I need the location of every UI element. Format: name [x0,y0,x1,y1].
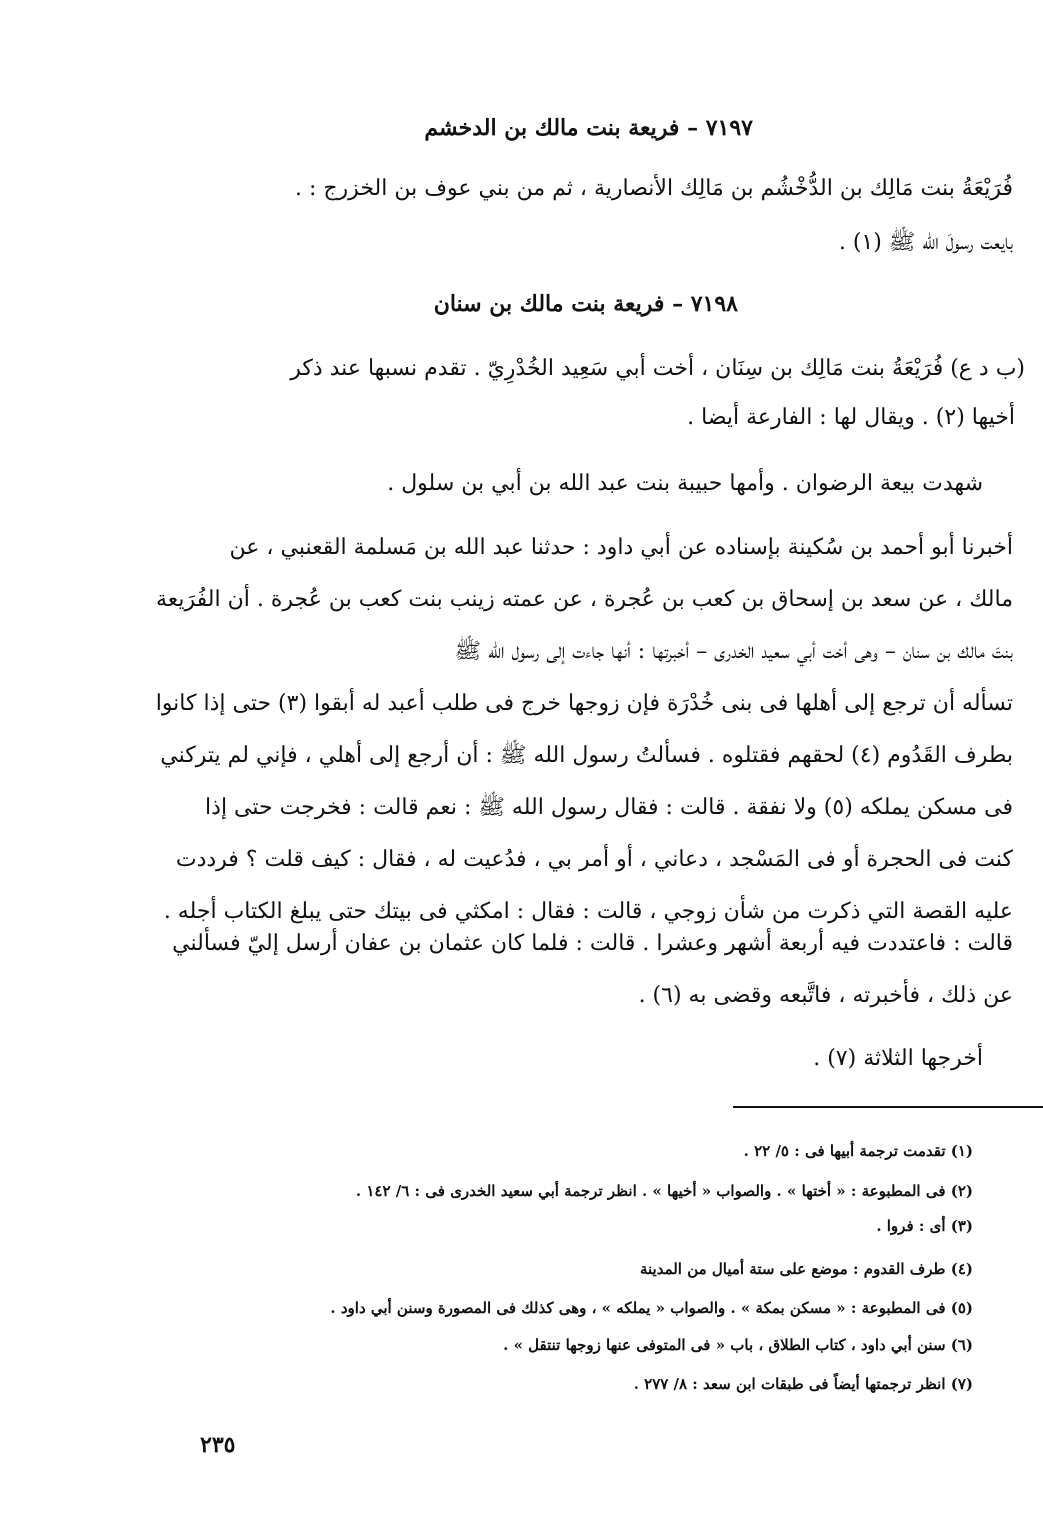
entry-7198-line-11: عليه القصة التي ذكرت من شأن زوجي ، قالت : فقال : امكثي فى بيتك حتى يبلغ الكتاب أجله . [163,899,1013,924]
footnote-divider [733,1106,1043,1108]
entry-7198-line-3: شهدت بيعة الرضوان . وأمها حبيبة بنت عبد الله بن أبي بن سلول . [387,471,983,496]
entry-7197-title: ٧١٩٧ – فريعة بنت مالك بن الدخشم [424,115,753,141]
footnote-4: (٤) طرف القدوم : موضع على ستة أميال من المدينة [639,1260,973,1278]
entry-7198-line-14: أخرجها الثلاثة (٧) . [813,1046,983,1071]
entry-7197-line-2: بايعت رسولَ الله ﷺ (١) . [838,230,1013,255]
entry-7198-line-5: مالك ، عن سعد بن إسحاق بن كعب بن عُجرة ، عن عمته زينب بنت كعب بن عُجرة . أن الفُرَيعة [155,587,1013,612]
entry-7198-line-8: بطرف القَدُوم (٤) لحقهم فقتلوه . فسألتُ رسول الله ﷺ : أن أرجع إلى أهلي ، فإني لم يتركني [160,743,1013,768]
entry-7198-line-10: كنت فى الحجرة أو فى المَسْجد ، دعاني ، أو أمر بي ، فدُعيت له ، فقال : كيف قلت ؟ فرددت [175,847,1013,872]
entry-7198-title: ٧١٩٨ – فريعة بنت مالك بن سنان [433,291,738,317]
footnote-1: (١) تقدمت ترجمة أبيها فى : ٥/ ٢٢ . [743,1142,973,1160]
entry-7197-line-1: فُرَيْعَةُ بنت مَالِك بن الدُّخْشُم بن مَالِك الأنصارية ، ثم من بني عوف بن الخزرج : . [294,176,1013,201]
entry-7198-line-4: أخبرنا أبو أحمد بن سُكينة بإسناده عن أبي داود : حدثنا عبد الله بن مَسلمة القعنبي ، عن [229,535,1013,560]
footnote-2: (٢) فى المطبوعة : « أختها » . والصواب « أخيها » . انظر ترجمة أبي سعيد الخدرى فى : ٦/ ١٤٢ . [355,1182,973,1200]
page-number: ٢٣٥ [200,1432,236,1458]
entry-7198-line-6: بنتَ مالك بن سنان – وهى أخت أبي سعيد الخدرى – أخبرتها : أنها جاءت إلى رسول الله ﷺ [454,639,1013,664]
entry-7198-line-2: أخيها (٢) . ويقال لها : الفارعة أيضا . [687,405,1015,430]
footnote-3: (٣) أى : فروا . [876,1217,973,1235]
footnote-6: (٦) سنن أبي داود ، كتاب الطلاق ، باب « فى المتوفى عنها زوجها تنتقل » . [503,1336,973,1354]
footnote-7: (٧) انظر ترجمتها أيضاً فى طبقات ابن سعد : ٨/ ٢٧٧ . [633,1375,973,1393]
footnote-5: (٥) فى المطبوعة : « مسكن بمكة » . والصواب « يملكه » ، وهى كذلك فى المصورة وسنن أبي داود . [330,1299,973,1317]
entry-7198-line-7: تسأله أن ترجع إلى أهلها فى بنى خُدْرَة فإن زوجها خرج فى طلب أعبد له أبقوا (٣) حتى إذا كانوا [155,691,1013,716]
entry-7198-line-1: (ب د ع) فُرَيْعَةُ بنت مَالِك بن سِنَان ، أخت أبي سَعِيد الخُدْرِيّ . تقدم نسبها عند ذكر [290,356,1025,381]
entry-7198-line-12: قالت : فاعتددت فيه أربعة أشهر وعشرا . قالت : فلما كان عثمان بن عفان أرسل إليّ فسألني [172,931,1013,956]
entry-7198-line-9: فى مسكن يملكه (٥) ولا نفقة . قالت : فقال رسول الله ﷺ : نعم قالت : فخرجت حتى إذا [205,795,1013,820]
entry-7198-line-13: عن ذلك ، فأخبرته ، فاتَّبعه وقضى به (٦) . [638,983,1013,1008]
